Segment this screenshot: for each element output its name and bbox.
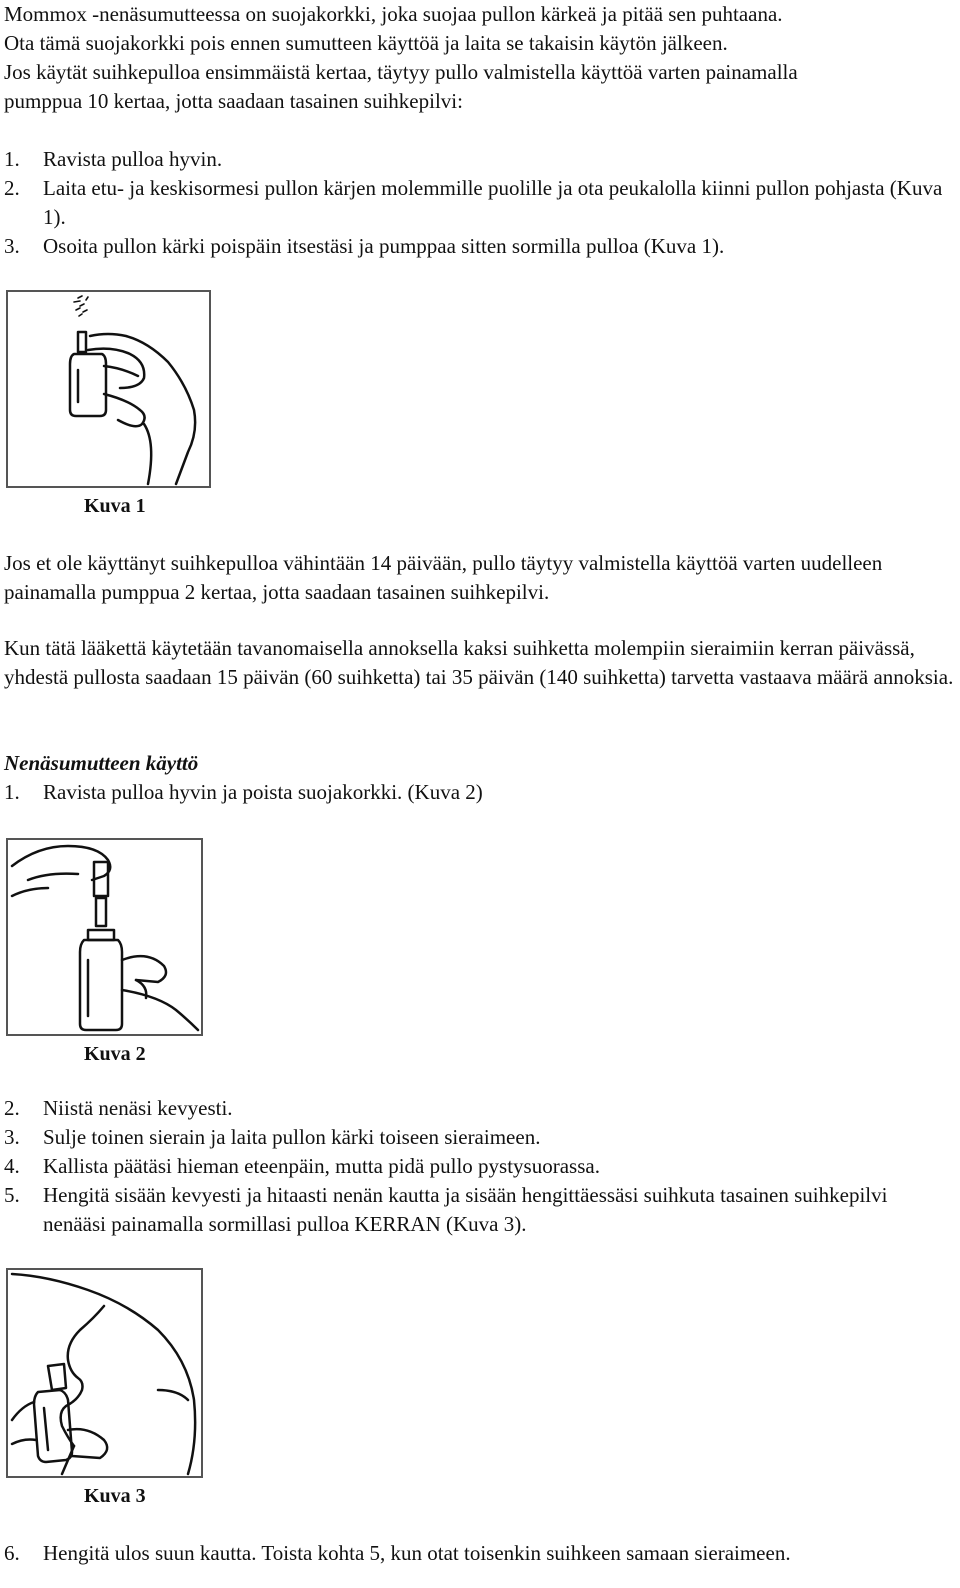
prep-steps-list	[4, 145, 954, 261]
figure-1-illustration	[6, 290, 211, 488]
step-text: Sulje toinen sierain ja laita pullon kärki toiseen sieraimeen.	[43, 1125, 541, 1149]
step-number: 1.	[4, 147, 20, 171]
step-text: Ravista pulloa hyvin ja poista suojakorkki. (Kuva 2)	[43, 780, 483, 804]
intro-line: pumppua 10 kertaa, jotta saadaan tasainen suihkepilvi:	[4, 89, 463, 113]
step-text: Ravista pulloa hyvin.	[43, 147, 223, 171]
step-text: Kallista päätäsi hieman eteenpäin, mutta pidä pullo pystysuorassa.	[43, 1154, 600, 1178]
intro-line: Ota tämä suojakorkki pois ennen sumutteen käyttöä ja laita se takaisin käytön jälkeen.	[4, 31, 728, 55]
figure-2-illustration	[6, 838, 203, 1036]
usage-step-6	[4, 1539, 954, 1568]
list-item	[4, 1123, 954, 1152]
list-item	[4, 145, 954, 174]
usage-heading: Nenäsumutteen käyttö	[4, 751, 199, 775]
figure-3-illustration	[6, 1268, 203, 1478]
step-number: 6.	[4, 1541, 20, 1565]
step-text: Laita etu- ja keskisormesi pullon kärjen molemmille puolille ja ota peukalolla kiinni pullon pohjasta (Kuva 1).	[43, 176, 943, 229]
step-text: Hengitä sisään kevyesti ja hitaasti nenän kautta ja sisään hengittäessäsi suihkuta tasainen suihkepilvi nenääsi painamalla sormillasi pulloa KERRAN (Kuva 3).	[43, 1183, 888, 1236]
usage-steps-list	[4, 1094, 954, 1239]
step-text: Osoita pullon kärki poispäin itsestäsi ja pumppaa sitten sormilla pulloa (Kuva 1).	[43, 234, 725, 258]
step-number: 2.	[4, 1096, 20, 1120]
step-number: 3.	[4, 1125, 20, 1149]
figure-3-caption: Kuva 3	[84, 1485, 146, 1507]
step-number: 3.	[4, 234, 20, 258]
step-number: 1.	[4, 780, 20, 804]
remove-cap-icon	[8, 840, 201, 1034]
list-item	[4, 778, 954, 807]
figure-1-caption: Kuva 1	[84, 495, 146, 517]
list-item	[4, 1152, 954, 1181]
dosage-paragraph: Kun tätä lääkettä käytetään tavanomaisella annoksella kaksi suihketta molempiin sieraimiin kerran päivässä, yhdestä pullosta saadaan 15 päivän (60 suihketta) tai 35 päivän (140 suihketta) tarvetta vastaava määrä annoksia.	[4, 636, 954, 689]
list-item	[4, 1094, 954, 1123]
step-text: Niistä nenäsi kevyesti.	[43, 1096, 233, 1120]
step-number: 5.	[4, 1183, 20, 1207]
usage-step-1	[4, 778, 954, 807]
figure-2-caption: Kuva 2	[84, 1043, 146, 1065]
list-item	[4, 174, 954, 232]
hand-priming-bottle-icon	[8, 292, 209, 486]
intro-line: Jos käytät suihkepulloa ensimmäistä kertaa, täytyy pullo valmistella käyttöä varten painamalla	[4, 60, 798, 84]
list-item	[4, 1539, 954, 1568]
intro-text	[4, 0, 954, 116]
step-text: Hengitä ulos suun kautta. Toista kohta 5, kun otat toisenkin suihkeen samaan sieraimeen.	[43, 1541, 791, 1565]
spraying-into-nostril-icon	[8, 1270, 201, 1476]
step-number: 4.	[4, 1154, 20, 1178]
reprime-paragraph: Jos et ole käyttänyt suihkepulloa vähintään 14 päivään, pullo täytyy valmistella käyttöä varten uudelleen painamalla pumppua 2 kertaa, jotta saadaan tasainen suihkepilvi.	[4, 551, 883, 604]
step-number: 2.	[4, 176, 20, 200]
list-item	[4, 232, 954, 261]
list-item	[4, 1181, 954, 1239]
intro-line: Mommox -nenäsumutteessa on suojakorkki, joka suojaa pullon kärkeä ja pitää sen puhtaana.	[4, 2, 783, 26]
